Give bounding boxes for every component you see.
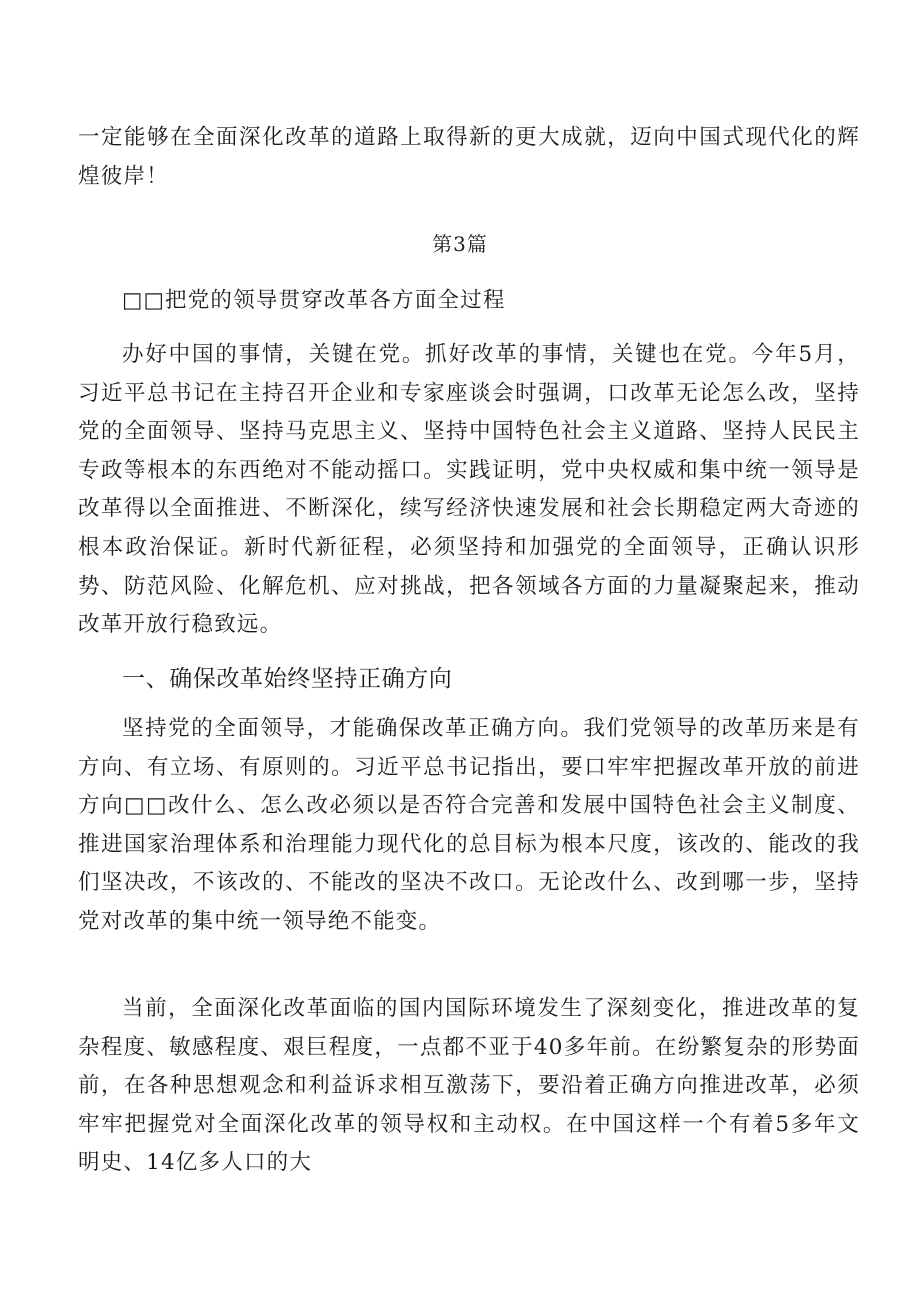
paragraph-1: 办好中国的事情，关键在党。抓好改革的事情，关键也在党。今年5月，习近平总书记在主持召开企业和专家座谈会时强调，口改革无论怎么改，坚持党的全面领导、坚持马克思主义、坚持中国特色社会主义道路、坚持人民民主专政等根本的东西绝对不能动摇口。实践证明，党中央权威和集中统一领导是改革得以全面推进、不断深化，续写经济快速发展和社会长期稳定两大奇迹的根本政治保证。新时代新征程，必须坚持和加强党的全面领导，正确认识形势、防范风险、化解危机、应对挑战，把各领域各方面的力量凝聚起来，推动改革开放行稳致远。 (78, 342, 860, 638)
article-label: 第3篇 (432, 232, 488, 256)
paragraph-2: 坚持党的全面领导，才能确保改革正确方向。我们党领导的改革历来是有方向、有立场、有原则的。习近平总书记指出，要口牢牢把握改革开放的前进方向□□改什么、怎么改必须以是否符合完善和发展中国特色社会主义制度、推进国家治理体系和治理能力现代化的总目标为根本尺度，该改的、能改的我们坚决改，不该改的、不能改的坚决不改口。无论改什么、改到哪一步，坚持党对改革的集中统一领导绝不能变。 (78, 716, 860, 934)
paragraph-3: 当前，全面深化改革面临的国内国际环境发生了深刻变化，推进改革的复杂程度、敏感程度、艰巨程度，一点都不亚于40多年前。在纷繁复杂的形势面前，在各种思想观念和利益诉求相互激荡下，要沿着正确方向推进改革，必须牢牢把握党对全面深化改革的领导权和主动权。在中国这样一个有着5多年文明史、14亿多人口的大 (78, 996, 860, 1176)
section-heading-1: 一、确保改革始终坚持正确方向 (122, 666, 453, 692)
intro-paragraph: 一定能够在全面深化改革的道路上取得新的更大成就，迈向中国式现代化的辉煌彼岸！ (78, 125, 860, 189)
article-subtitle: □□把党的领导贯穿改革各方面全过程 (122, 288, 506, 313)
